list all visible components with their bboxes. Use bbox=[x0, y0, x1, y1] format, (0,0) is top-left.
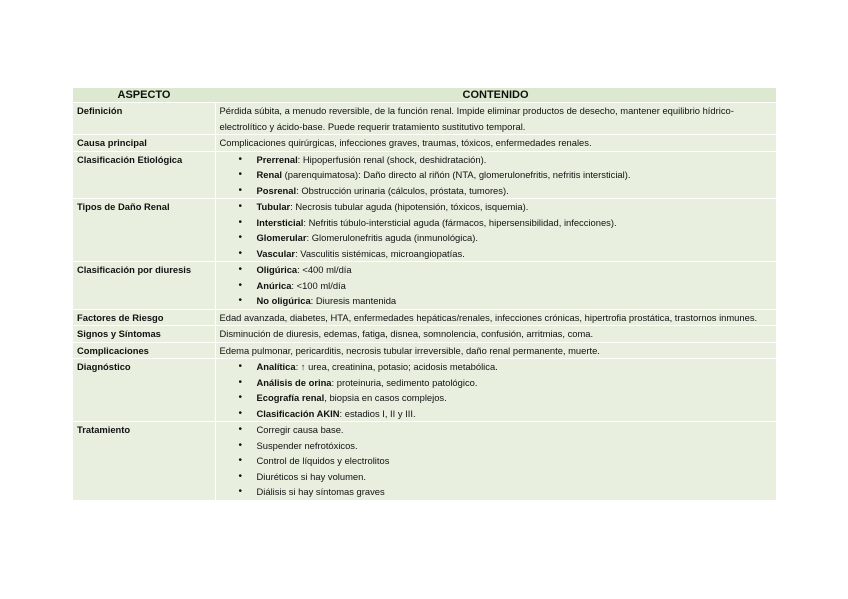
row-content-riesgo: Edad avanzada, diabetes, HTA, enfermedades hepáticas/renales, infecciones crónicas, hipertrofia prostática, trastornos inmunes. bbox=[215, 309, 776, 326]
row-content-etiologica bbox=[215, 151, 776, 199]
item-desc: : estadios I, II y III. bbox=[339, 407, 416, 419]
item-term: Análisis de orina bbox=[256, 376, 332, 388]
list-item bbox=[239, 167, 773, 183]
item-term: Ecografía renal bbox=[256, 392, 325, 403]
table-row bbox=[73, 422, 776, 500]
item-term: Glomerular bbox=[256, 232, 307, 243]
row-label-tipos: Tipos de Daño Renal bbox=[73, 199, 215, 262]
row-label-tratamiento: Tratamiento bbox=[73, 422, 215, 500]
header-contenido: CONTENIDO bbox=[215, 88, 776, 103]
item-term: Tubular bbox=[256, 201, 291, 212]
item-term: Intersticial bbox=[256, 216, 304, 228]
bullet-list bbox=[220, 199, 773, 261]
bullet-list bbox=[220, 422, 773, 500]
list-item bbox=[239, 359, 773, 375]
list-item: • Diuréticos si hay volumen. bbox=[239, 469, 773, 485]
list-item bbox=[239, 183, 773, 199]
item-desc: : Glomerulonefritis aguda (inmunológica). bbox=[306, 232, 478, 243]
row-content-definicion: Pérdida súbita, a menudo reversible, de la función renal. Impide eliminar productos de desecho, mantener equilibrio hídrico-electrolítico y ácido-base. Puede requerir tratamiento sustitutivo temporal. bbox=[215, 103, 776, 135]
list-item bbox=[239, 246, 773, 262]
row-label-definicion: Definición bbox=[73, 103, 215, 135]
item-desc: , biopsia en casos complejos. bbox=[324, 392, 447, 403]
header-aspecto: ASPECTO bbox=[73, 88, 215, 103]
bullet-list bbox=[220, 152, 773, 199]
list-item: • Diálisis si hay síntomas graves bbox=[239, 484, 773, 500]
list-item: • Suspender nefrotóxicos. bbox=[239, 438, 773, 454]
list-item bbox=[239, 215, 773, 231]
item-term: Posrenal bbox=[256, 184, 297, 196]
item-term: Prerrenal bbox=[256, 153, 298, 165]
list-item bbox=[239, 278, 773, 294]
list-item bbox=[239, 230, 773, 246]
row-label-causa: Causa principal bbox=[73, 135, 215, 152]
bullet-list bbox=[220, 262, 773, 309]
row-content-diuresis bbox=[215, 262, 776, 310]
list-item bbox=[239, 375, 773, 391]
row-content-diagnostico bbox=[215, 359, 776, 422]
item-desc: : <100 ml/día bbox=[291, 279, 346, 291]
item-term: No oligúrica bbox=[256, 295, 311, 306]
item-desc: : Hipoperfusión renal (shock, deshidratación). bbox=[297, 153, 487, 165]
item-term: Clasificación AKIN bbox=[256, 407, 340, 419]
item-term: Renal bbox=[256, 169, 283, 180]
table-row bbox=[73, 151, 776, 199]
list-item: • Control de líquidos y electrolitos bbox=[239, 453, 773, 469]
item-desc: : Diuresis mantenida bbox=[310, 295, 397, 306]
table-row bbox=[73, 309, 776, 326]
table-row bbox=[73, 262, 776, 310]
row-content-signos: Disminución de diuresis, edemas, fatiga, disnea, somnolencia, confusión, arritmias, coma. bbox=[215, 326, 776, 343]
list-item bbox=[239, 199, 773, 215]
row-content-complicaciones: Edema pulmonar, pericarditis, necrosis tubular irreversible, daño renal permanente, muerte. bbox=[215, 342, 776, 359]
list-item bbox=[239, 406, 773, 422]
item-desc: : proteinuria, sedimento patológico. bbox=[331, 376, 478, 388]
row-label-etiologica: Clasificación Etiológica bbox=[73, 151, 215, 199]
row-content-tratamiento bbox=[215, 422, 776, 500]
item-term: Analítica bbox=[256, 361, 296, 372]
row-label-signos: Signos y Síntomas bbox=[73, 326, 215, 343]
header-row bbox=[73, 88, 776, 103]
table-row bbox=[73, 342, 776, 359]
item-desc: : Necrosis tubular aguda (hipotensión, tóxicos, isquemia). bbox=[290, 201, 529, 212]
item-desc: (parenquimatosa): Daño directo al riñón (NTA, glomerulonefritis, nefritis intersticial). bbox=[282, 169, 631, 180]
item-term: Vascular bbox=[256, 247, 296, 259]
row-content-causa: Complicaciones quirúrgicas, infecciones graves, traumas, tóxicos, enfermedades renales. bbox=[215, 135, 776, 152]
item-term: Anúrica bbox=[256, 279, 292, 291]
list-item bbox=[239, 390, 773, 406]
item-desc: : ↑ urea, creatinina, potasio; acidosis metabólica. bbox=[295, 361, 498, 372]
table-row bbox=[73, 359, 776, 422]
table-row bbox=[73, 326, 776, 343]
list-item bbox=[239, 152, 773, 168]
summary-table bbox=[73, 88, 776, 500]
item-desc: : Nefritis túbulo-intersticial aguda (fármacos, hipersensibilidad, infecciones). bbox=[303, 216, 617, 228]
list-item bbox=[239, 293, 773, 309]
item-desc: : Vasculitis sistémicas, microangiopatías. bbox=[295, 247, 465, 259]
row-label-complicaciones: Complicaciones bbox=[73, 342, 215, 359]
list-item bbox=[239, 262, 773, 278]
bullet-list bbox=[220, 359, 773, 421]
table-row bbox=[73, 135, 776, 152]
row-label-riesgo: Factores de Riesgo bbox=[73, 309, 215, 326]
table-row bbox=[73, 199, 776, 262]
item-desc: : <400 ml/día bbox=[297, 264, 352, 275]
list-item: • Corregir causa base. bbox=[239, 422, 773, 438]
row-content-tipos bbox=[215, 199, 776, 262]
item-desc: : Obstrucción urinaria (cálculos, próstata, tumores). bbox=[296, 184, 509, 196]
row-label-diagnostico: Diagnóstico bbox=[73, 359, 215, 422]
table-row bbox=[73, 103, 776, 135]
row-label-diuresis: Clasificación por diuresis bbox=[73, 262, 215, 310]
item-term: Oligúrica bbox=[256, 264, 298, 275]
